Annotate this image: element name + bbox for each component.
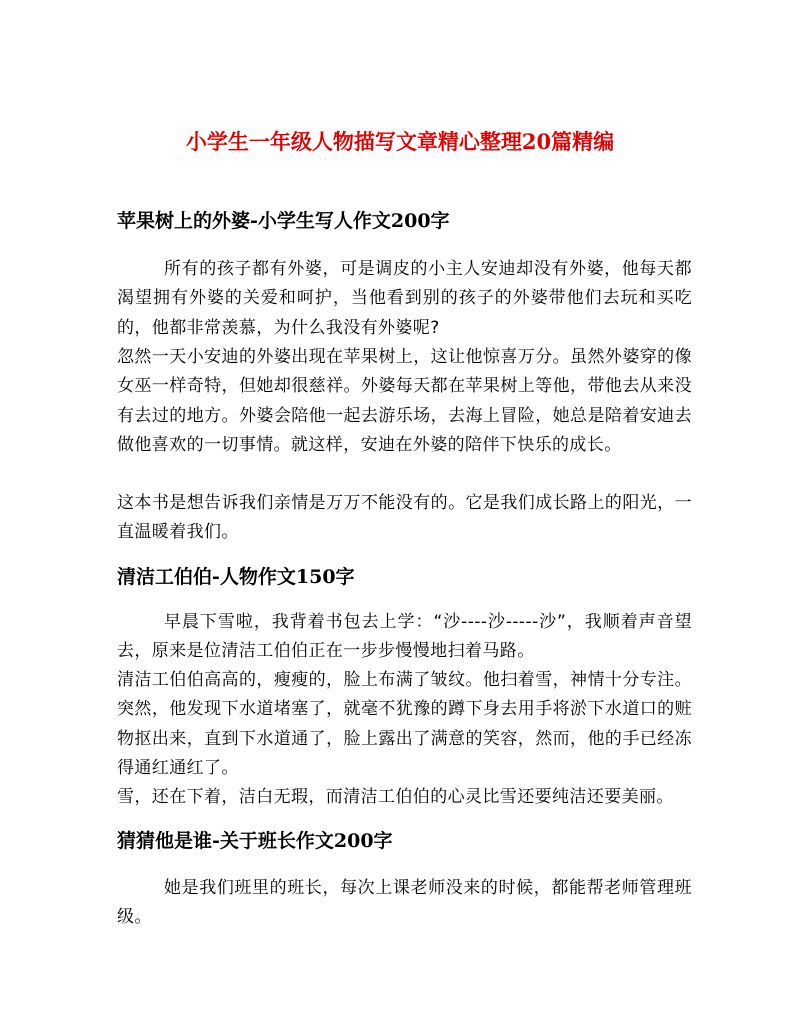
paragraph: 清洁工伯伯高高的，瘦瘦的，脸上布满了皱纹。他扫着雪，神情十分专注。突然，他发现下水道堵塞了，就毫不犹豫的蹲下身去用手将淤下水道口的赃物抠出来，直到下水道通了，脸上露出了满意的笑容，然而，他的手已经冻得通红通红了。: [117, 670, 692, 778]
paragraph: 所有的孩子都有外婆，可是调皮的小主人安迪却没有外婆，他每天都渴望拥有外婆的关爱和呵护，当他看到别的孩子的外婆带他们去玩和买吃的，他都非常羡慕，为什么我没有外婆呢?: [117, 259, 692, 338]
paragraph: 雪，还在下着，洁白无瑕，而清洁工伯伯的心灵比雪还要纯洁还要美丽。: [117, 787, 674, 807]
document-title: 小学生一年级人物描写文章精心整理20篇精编: [185, 129, 615, 154]
paragraph: 她是我们班里的班长，每次上课老师没来的时候，都能帮老师管理班级。: [117, 878, 692, 928]
paragraph: 早晨下雪啦，我背着书包去上学：“沙----沙-----沙”，我顺着声音望去，原来是位清洁工伯伯正在一步步慢慢地扫着马路。: [117, 612, 692, 662]
paragraph: 这本书是想告诉我们亲情是万万不能没有的。它是我们成长路上的阳光，一直温暖着我们。: [117, 493, 692, 543]
section-heading-guess-who: 猜猜他是谁-关于班长作文200字: [117, 830, 393, 852]
paragraph: 忽然一天小安迪的外婆出现在苹果树上，这让他惊喜万分。虽然外婆穿的像女巫一样奇特，但她却很慈祥。外婆每天都在苹果树上等他，带他去从来没有去过的地方。外婆会陪他一起去游乐场，去海上冒险，她总是陪着安迪去做他喜欢的一切事情。就这样，安迪在外婆的陪伴下快乐的成长。: [117, 347, 692, 455]
section-heading-cleaner-uncle: 清洁工伯伯-人物作文150字: [117, 566, 355, 588]
section-heading-apple-tree-grandma: 苹果树上的外婆-小学生写人作文200字: [117, 210, 450, 232]
